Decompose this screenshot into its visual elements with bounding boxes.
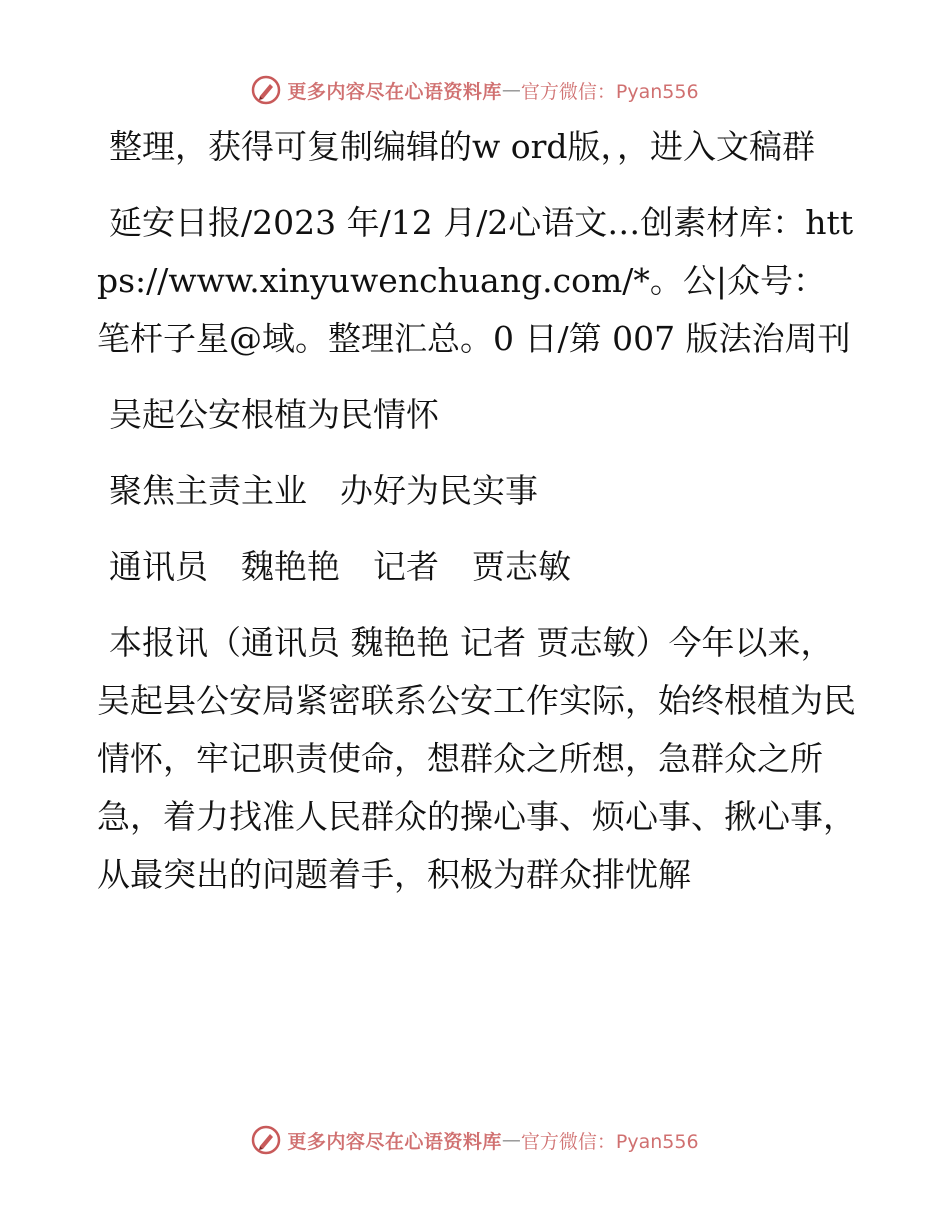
header-watermark — [0, 70, 950, 110]
watermark-separator: — — [501, 1129, 521, 1151]
article-body: 本报讯（通讯员 魏艳艳 记者 贾志敏）今年以来，吴起县公安局紧密联系公安工作实际，始终根植为民情怀，牢记职责使命，想群众之所想，急群众之所急，着力找准人民群众的操心事、烦心事、揪心事，从最突出的问题着手，积极为群众排忧解 — [97, 623, 856, 894]
article-byline: 通讯员 魏艳艳 记者 贾志敏 — [109, 547, 571, 586]
watermark-contact: 官方微信：Pyan556 — [520, 80, 699, 103]
paragraph-intro: 整理，获得可复制编辑的w ord版，，进入文稿群 — [109, 127, 816, 166]
footer-watermark — [0, 1120, 950, 1160]
pen-logo-icon — [251, 1125, 281, 1155]
article-subtitle: 聚焦主责主业 办好为民实事 — [109, 471, 538, 510]
pen-logo-icon — [251, 75, 281, 105]
document-body — [97, 118, 857, 922]
watermark-text: 更多内容尽在心语资料库 — [287, 80, 502, 103]
paragraph-source: 延安日报/2023 年/12 月/2心语文…创素材库：https://www.xinyuwenchuang.com/*。公|众号：笔杆子星@域。整理汇总。0 日/第 007 版法治周刊 — [97, 203, 854, 358]
watermark-text: 更多内容尽在心语资料库 — [287, 1130, 502, 1153]
watermark-separator: — — [501, 79, 521, 101]
article-title: 吴起公安根植为民情怀 — [109, 395, 439, 434]
watermark-contact: 官方微信：Pyan556 — [520, 1130, 699, 1153]
